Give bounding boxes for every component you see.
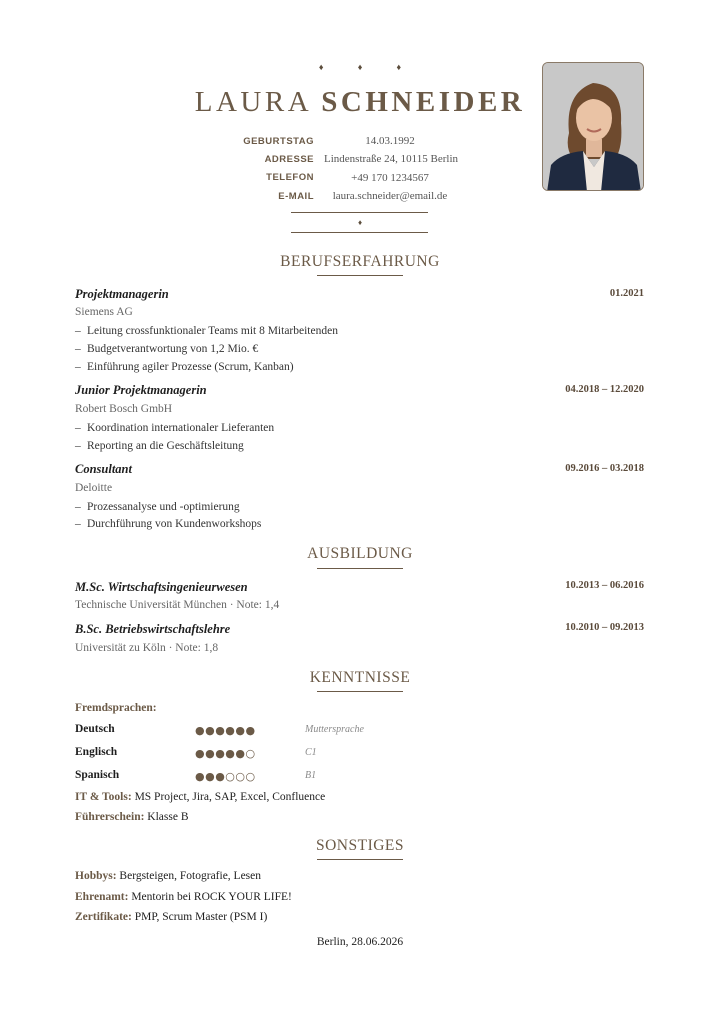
education-school: Technische Universität München · Note: 1,4 [75,599,280,611]
language-name: Spanisch [75,769,120,781]
languages-label: Fremdsprachen: [75,702,157,714]
section-title-experience: BERUFSERFAHRUNG [280,253,440,270]
education-school: Universität zu Köln · Note: 1,8 [75,642,219,654]
job-date: 04.2018 – 12.2020 [565,384,644,395]
job-bullet: – Reporting an die Geschäftsleitung [75,440,244,452]
header-divider-bottom [291,232,428,233]
job-bullet: – Leitung crossfunktionaler Teams mit 8 Mitarbeitenden [75,325,338,337]
info-label: TELEFON [266,172,314,184]
profile-photo [542,62,644,191]
section-underline [317,691,403,692]
volunteer: Ehrenamt: Mentorin bei ROCK YOUR LIFE! [75,891,292,903]
job-bullet: – Koordination internationaler Lieferanten [75,422,275,434]
section-underline [317,275,403,276]
section-underline [317,859,403,860]
header-divider-top [291,212,428,213]
info-row-email [200,187,520,205]
first-name: LAURA [194,86,311,118]
job-date: 01.2021 [609,288,644,299]
place-date: Berlin, 28.06.2026 [316,936,404,948]
job-company: Deloitte [75,482,113,494]
education-date: 10.2013 – 06.2016 [565,580,644,591]
info-label: ADRESSE [264,153,314,165]
header-ornament: ♦ ♦ ♦ [318,62,418,72]
job-title: Consultant [75,462,132,476]
degree-title: B.Sc. Betriebswirtschaftslehre [75,622,231,636]
info-row-phone [200,169,520,187]
language-rating: ●●●●●○ [195,747,256,760]
info-value: laura.schneider@email.de [332,190,448,203]
language-level: B1 [305,770,317,781]
section-title-education: AUSBILDUNG [307,545,413,562]
info-label: E-MAIL [278,190,314,202]
job-bullet: – Budgetverantwortung von 1,2 Mio. € [75,343,259,355]
it-tools: IT & Tools: MS Project, Jira, SAP, Excel, Confluence [75,791,326,803]
education-date: 10.2010 – 09.2013 [565,622,644,633]
certificates: Zertifikate: PMP, Scrum Master (PSM I) [75,911,268,923]
last-name: SCHNEIDER [321,86,526,118]
personal-info [200,132,520,205]
job-company: Siemens AG [75,306,133,318]
info-label: GEBURTSTAG [243,135,314,147]
language-rating: ●●●●●● [195,724,256,737]
language-name: Englisch [75,746,118,758]
language-name: Deutsch [75,723,115,735]
info-value: +49 170 1234567 [351,171,429,184]
job-bullet: – Prozessanalyse und -optimierung [75,501,240,513]
drivers-license: Führerschein: Klasse B [75,811,189,823]
job-title: Projektmanagerin [75,287,169,301]
job-bullet: – Einführung agiler Prozesse (Scrum, Kanban) [75,361,294,373]
language-level: Muttersprache [305,724,364,735]
info-value: 14.03.1992 [365,135,415,148]
section-title-misc: SONSTIGES [315,837,405,854]
degree-title: M.Sc. Wirtschaftsingenieurwesen [75,580,248,594]
section-title-skills: KENNTNISSE [309,669,411,686]
info-value: Lindenstraße 24, 10115 Berlin [324,153,459,166]
job-title: Junior Projektmanagerin [75,383,207,397]
job-date: 09.2016 – 03.2018 [565,463,644,474]
job-bullet: – Durchführung von Kundenworkshops [75,518,262,530]
info-row-birthday [200,132,520,150]
hobbies: Hobbys: Bergsteigen, Fotografie, Lesen [75,870,262,882]
section-underline [317,568,403,569]
language-rating: ●●●○○○ [195,770,256,783]
info-row-address [200,150,520,168]
job-company: Robert Bosch GmbH [75,403,173,415]
divider-ornament: ♦ [357,218,363,227]
portrait-image [543,63,644,191]
language-level: C1 [305,747,317,758]
